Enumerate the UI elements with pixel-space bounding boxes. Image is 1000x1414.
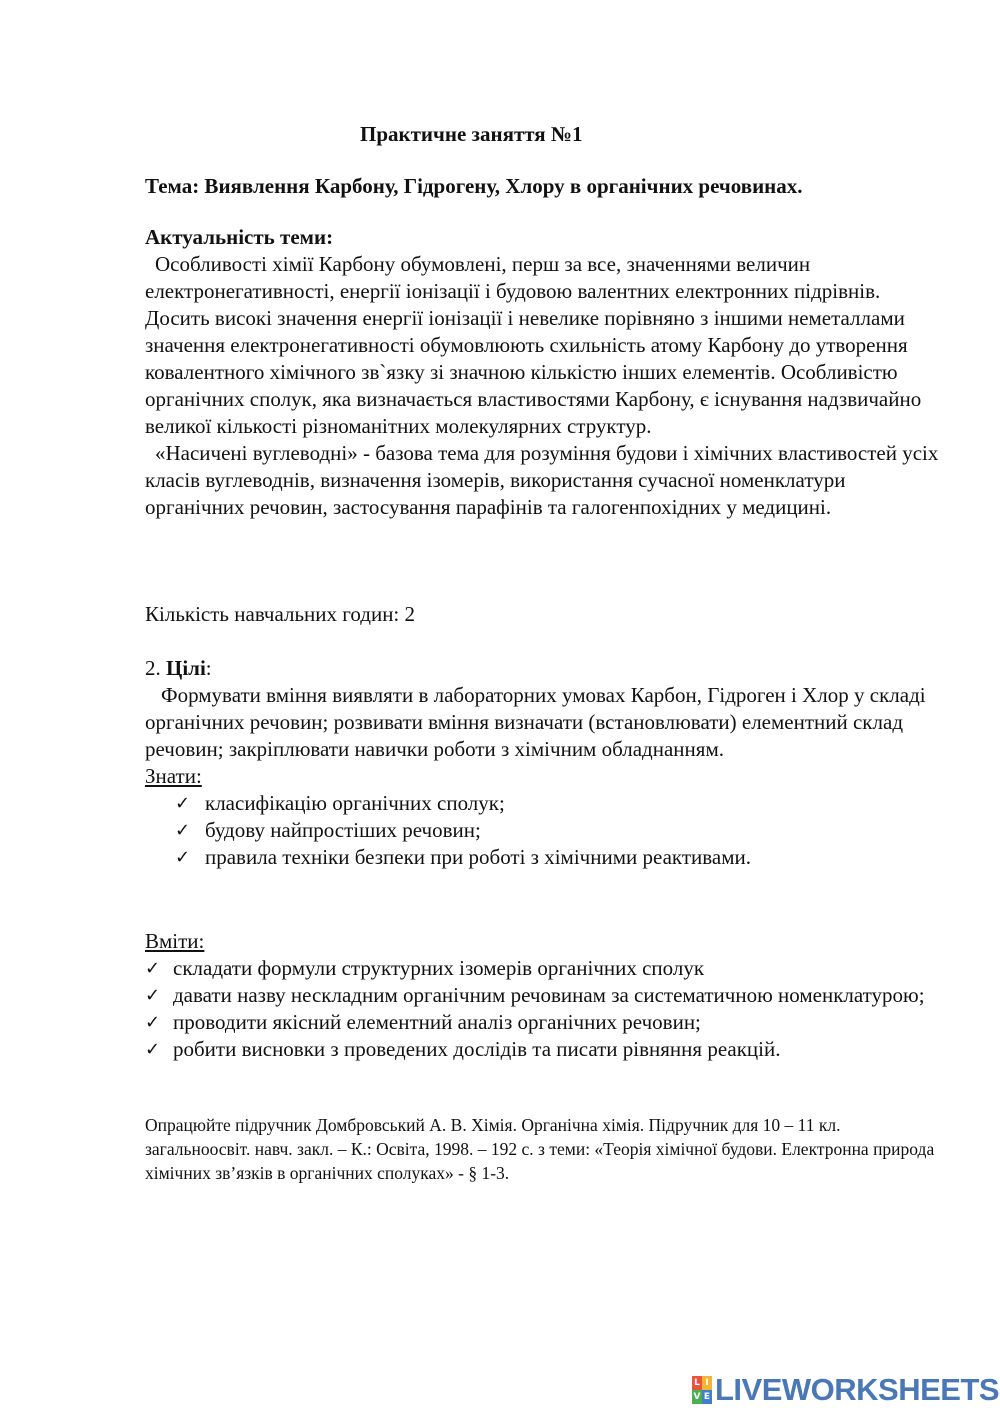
logo-text: LIVEWORKSHEETS	[715, 1372, 1000, 1407]
relevance-paragraph: «Насичені вуглеводні» - базова тема для розуміння будови і хімічних властивостей усіх класів вуглеводнів, визначення ізомерів, використання сучасної номенклатури органічних речовин, застосування парафінів та галогенпохідних у медицині.	[145, 441, 939, 519]
list-item	[145, 1036, 945, 1063]
check-icon: ✓	[145, 958, 161, 979]
list-item-text: правила техніки безпеки при роботі з хімічними реактивами.	[205, 845, 751, 869]
page-title: Практичне заняття №1	[360, 122, 583, 146]
goals-colon: :	[205, 656, 212, 680]
check-icon: ✓	[175, 820, 191, 841]
hours-line	[145, 601, 945, 628]
can-list	[145, 955, 945, 1063]
check-icon: ✓	[145, 985, 161, 1006]
liveworksheets-logo	[692, 1374, 999, 1406]
list-item-text: складати формули структурних ізомерів органічних сполук	[173, 956, 705, 980]
check-icon: ✓	[175, 793, 191, 814]
list-item-text: будову найпростіших речовин;	[205, 818, 481, 842]
logo-badge-letter: L	[692, 1376, 702, 1390]
list-item-text: проводити якісний елементний аналіз органічних речовин;	[173, 1010, 701, 1034]
relevance-section	[145, 224, 945, 521]
can-section	[145, 928, 945, 1063]
logo-badge-letter: V	[693, 1392, 701, 1402]
goals-number: 2.	[145, 656, 161, 680]
topic-heading: Тема: Виявлення Карбону, Гідрогену, Хлору в органічних речовинах.	[145, 174, 803, 198]
reference-note: Опрацюйте підручник Домбровський А. В. Хімія. Органічна хімія. Підручник для 10 – 11 кл. загальноосвіт. навч. закл. – К.: Освіта, 1998. – 192 с. з теми: «Теорія хімічної будови. Електронна природа хімічних зв’язків в органічних сполуках» - § 1-3.	[145, 1115, 935, 1183]
check-icon: ✓	[145, 1039, 161, 1060]
goals-label: Цілі	[166, 656, 206, 680]
hours-text: Кількість навчальних годин: 2	[145, 602, 416, 626]
list-item	[145, 1009, 945, 1036]
can-heading: Вміти:	[145, 929, 205, 953]
know-list	[145, 790, 945, 871]
check-icon: ✓	[175, 847, 191, 868]
goals-section	[145, 655, 945, 871]
logo-badge-letter: I	[702, 1376, 712, 1390]
check-icon: ✓	[145, 1012, 161, 1033]
list-item	[145, 790, 945, 817]
logo-badge-icon	[692, 1376, 712, 1404]
list-item	[145, 955, 945, 982]
list-item	[145, 982, 945, 1009]
goals-text: Формувати вміння виявляти в лабораторних умовах Карбон, Гідроген і Хлор у складі органічних речовин; розвивати вміння визначати (встановлювати) елементний склад речовин; закріплювати навички роботи з хімічним обладнанням.	[145, 683, 926, 761]
logo-badge-letter: E	[703, 1392, 711, 1402]
list-item-text: давати назву нескладним органічним речовинам за систематичною номенклатурою;	[173, 983, 925, 1007]
list-item	[145, 844, 945, 871]
relevance-heading: Актуальність теми:	[145, 225, 334, 249]
list-item-text: робити висновки з проведених дослідів та писати рівняння реакцій.	[173, 1037, 781, 1061]
goals-heading	[145, 655, 945, 682]
list-item	[145, 817, 945, 844]
relevance-paragraph: Особливості хімії Карбону обумовлені, перш за все, значеннями величин електронегативності, енергії іонізації і будовою валентних електронних підрівнів. Досить високі значення енергії іонізації і невелике порівняно з іншими неметаллами значення електронегативності обумовлюють схильність атому Карбону до утворення ковалентного хімічного зв`язку зі значною кількістю інших елементів. Особливістю органічних сполук, яка визначається властивостями Карбону, є існування надзвичайно великої кількості різноманітних молекулярних структур.	[145, 252, 922, 438]
list-item-text: класифікацію органічних сполук;	[205, 791, 505, 815]
know-heading: Знати:	[145, 764, 202, 788]
